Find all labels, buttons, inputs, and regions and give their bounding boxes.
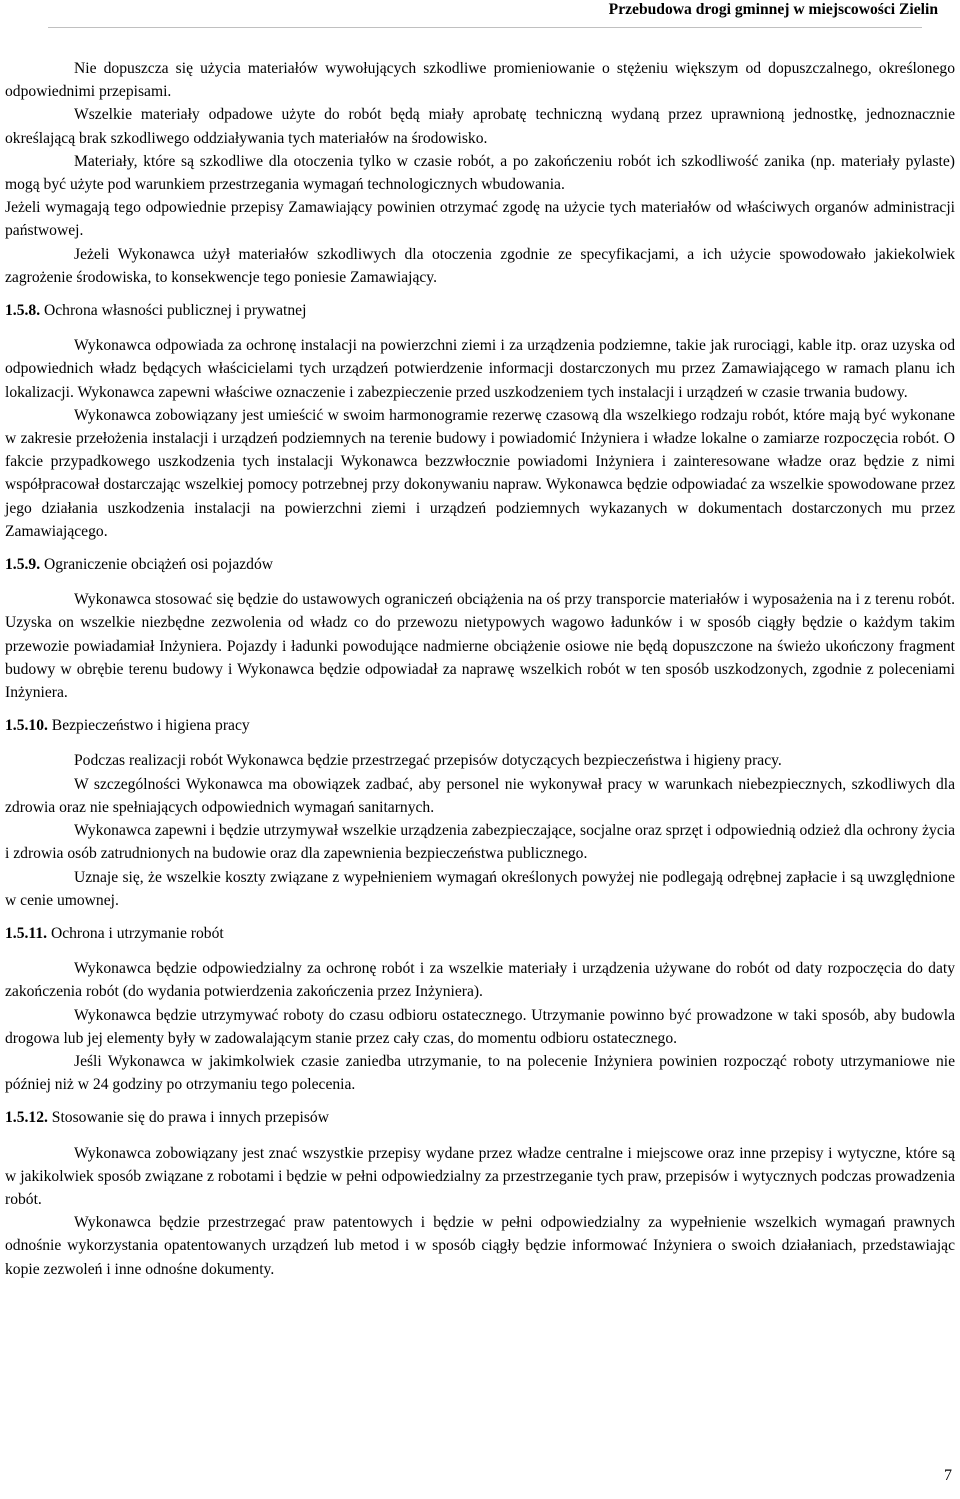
section-1-5-10-paragraph-4: Uznaje się, że wszelkie koszty związane z wypełnieniem wymagań określonych powyżej nie podlegają odrębnej zapłacie i są uwzględnione w cenie umownej.: [5, 868, 955, 909]
page-header-title: Przebudowa drogi gminnej w miejscowości Zielin: [608, 1, 938, 18]
section-title: Ochrona i utrzymanie robót: [50, 924, 224, 942]
section-1-5-12-paragraph-1: Wykonawca zobowiązany jest znać wszystkie przepisy wydane przez władze centralne i miejscowe oraz inne przepisy i wytyczne, które są w jakikolwiek sposób związane z robotami i będzie w pełni odpowiedzialny za przestrzeganie tych praw, przepisów i wytycznych podczas prowadzenia robót.: [5, 1144, 955, 1208]
section-1-5-11-paragraph-2: Wykonawca będzie utrzymywać roboty do czasu odbioru ostatecznego. Utrzymanie powinno być prowadzone w taki sposób, aby budowla drogowa lub jej elementy były w zadowalającym stanie przez cały czas, do momentu odbioru ostatecznego.: [5, 1006, 955, 1047]
section-1-5-10-paragraph-3: Wykonawca zapewni i będzie utrzymywał wszelkie urządzenia zabezpieczające, socjalne oraz sprzęt i odpowiednią odzież dla ochrony życia i zdrowia osób zatrudnionych na budowie oraz dla zapewnienia bezpieczeństwa publicznego.: [5, 822, 955, 863]
section-1-5-11-paragraph-3: Jeśli Wykonawca w jakimkolwiek czasie zaniedba utrzymanie, to na polecenie Inżyniera powinien rozpocząć roboty utrzymaniowe nie później niż w 24 godziny po otrzymaniu tego polecenia.: [5, 1052, 955, 1094]
section-1-5-11-paragraph-1: Wykonawca będzie odpowiedzialny za ochronę robót i za wszelkie materiały i urządzenia używane do robót od daty rozpoczęcia do daty zakończenia robót (do wydania potwierdzenia zakończenia przez Inżyniera).: [5, 960, 955, 1001]
intro-paragraph-2: Wszelkie materiały odpadowe użyte do robót będą miały aprobatę techniczną wydaną przez uprawnioną jednostkę, jednoznacznie określającą brak szkodliwego oddziaływania tych materiałów na środowisko.: [5, 106, 955, 147]
section-1-5-8-paragraph-1: Wykonawca odpowiada za ochronę instalacji na powierzchni ziemi i za urządzenia podziemne, takie jak rurociągi, kable itp. oraz uzyska od odpowiednich władz będących właścicielami tych urządzeń potwierdzenie informacji dostarczonych mu przez Zamawiającego w ramach planu ich lokalizacji. Wykonawca zapewni właściwe oznaczenie i zabezpieczenie przed uszkodzeniem tych instalacji i urządzeń w czasie trwania budowy.: [5, 337, 955, 401]
section-number: 1.5.10.: [5, 717, 48, 735]
section-1-5-9-paragraph-1: Wykonawca stosować się będzie do ustawowych ograniczeń obciążenia na oś przy transporcie materiałów i wyposażenia na i z terenu robót. Uzyska on wszelkie niezbędne zezwolenia od władz co do przewozu nietypowych wagowo ładunków i w sposób ciągły będzie o każdym takim przewozie powiadamiał Inżyniera. Pojazdy i ładunki powodujące nadmierne obciążenie osiowe nie będą dopuszczone na świeżo ukończony fragment budowy w obrębie terenu budowy i Wykonawca będzie odpowiadał za naprawę wszelkich robót w ten sposób uszkodzonych, zgodnie z poleceniami Inżyniera.: [5, 591, 955, 702]
intro-paragraph-1: Nie dopuszcza się użycia materiałów wywołujących szkodliwe promieniowanie o stężeniu większym od dopuszczalnego, określonego odpowiednimi przepisami.: [5, 60, 955, 101]
section-heading-1-5-10: [5, 714, 955, 737]
document-body: [5, 57, 955, 1281]
section-number: 1.5.9.: [5, 556, 41, 574]
intro-paragraph-5: Jeżeli Wykonawca użył materiałów szkodliwych dla otoczenia zgodnie ze specyfikacjami, a ich użycie spowodowało jakiekolwiek zagrożenie środowiska, to konsekwencje tego poniesie Zamawiający.: [5, 245, 955, 286]
section-1-5-10-paragraph-1: Podczas realizacji robót Wykonawca będzie przestrzegać przepisów dotyczących bezpieczeństwa i higieny pracy.: [74, 752, 782, 770]
section-title: Stosowanie się do prawa i innych przepisów: [51, 1109, 329, 1127]
section-1-5-10-paragraph-2: W szczególności Wykonawca ma obowiązek zadbać, aby personel nie wykonywał pracy w warunkach niebezpiecznych, szkodliwych dla zdrowia oraz nie spełniających odpowiednich wymagań sanitarnych.: [5, 775, 955, 816]
section-title: Bezpieczeństwo i higiena pracy: [51, 717, 250, 735]
section-heading-1-5-12: [5, 1106, 955, 1129]
section-title: Ograniczenie obciążeń osi pojazdów: [44, 556, 274, 574]
section-1-5-12-paragraph-2: Wykonawca będzie przestrzegać praw patentowych i będzie w pełni odpowiedzialny za wypełnienie wszelkich wymagań prawnych odnośnie wykorzystania opatentowanych urządzeń lub metod i w sposób ciągły będzie informować Inżyniera o swoich działaniach, przedstawiając kopie zezwoleń i inne odnośne dokumenty.: [5, 1214, 955, 1278]
intro-paragraph-3: Materiały, które są szkodliwe dla otoczenia tylko w czasie robót, a po zakończeniu robót ich szkodliwość zanika (np. materiały pylaste) mogą być użyte pod warunkiem przestrzegania wymagań technologicznych wbudowania.: [5, 152, 955, 194]
intro-paragraph-4: Jeżeli wymagają tego odpowiednie przepisy Zamawiający powinien otrzymać zgodę na użycie tych materiałów od właściwych organów administracji państwowej.: [5, 199, 955, 240]
section-number: 1.5.11.: [5, 924, 48, 942]
section-number: 1.5.8.: [5, 302, 41, 320]
section-heading-1-5-11: [5, 922, 955, 945]
section-heading-1-5-8: [5, 299, 955, 322]
header-rule: [48, 27, 922, 28]
section-heading-1-5-9: [5, 553, 955, 576]
section-title: Ochrona własności publicznej i prywatnej: [44, 302, 307, 320]
section-1-5-8-paragraph-2: Wykonawca zobowiązany jest umieścić w swoim harmonogramie rezerwę czasową dla wszelkiego rodzaju robót, które mają być wykonane w zakresie przełożenia instalacji i urządzeń podziemnych na terenie budowy i powiadomić Inżyniera i władze lokalne o zamiarze rozpoczęcia robót. O fakcie przypadkowego uszkodzenia tych instalacji Wykonawca bezzwłocznie powiadomi Inżyniera i zainteresowane władze oraz będzie z nimi współpracował dostarczając wszelkiej pomocy potrzebnej przy dokonywaniu napraw. Wykonawca będzie odpowiadać za wszelkie spowodowane przez jego działania uszkodzenia instalacji na powierzchni ziemi i urządzeń podziemnych wykazanych w dokumentach dostarczonych mu przez Zamawiającego.: [5, 406, 955, 540]
section-number: 1.5.12.: [5, 1109, 48, 1127]
page-number: 7: [944, 1467, 952, 1484]
